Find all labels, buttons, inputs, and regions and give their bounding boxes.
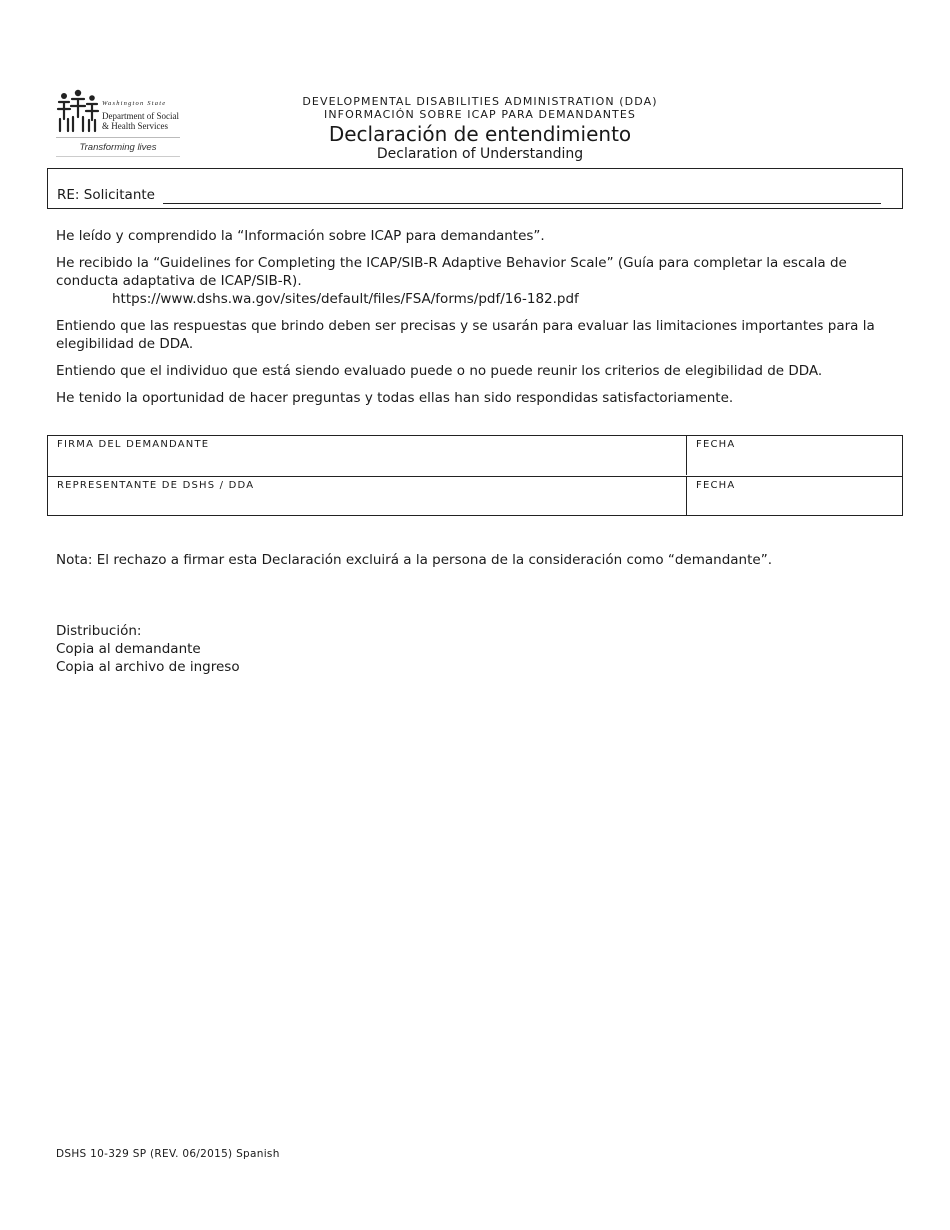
representative-signature-field[interactable] <box>48 477 687 516</box>
page-title: Declaración de entendimiento <box>328 122 632 146</box>
distribution-title: Distribución: <box>56 623 142 639</box>
signature-row-representative <box>48 476 902 516</box>
distribution-item: Copia al archivo de ingreso <box>56 659 240 675</box>
logo-dept-line1: Department of Social <box>102 111 179 121</box>
representative-signature-label: REPRESENTANTE DE DSHS / DDA <box>57 480 255 491</box>
dshs-logo <box>56 89 180 159</box>
claimant-signature-field[interactable] <box>48 436 687 475</box>
applicant-label: RE: Solicitante <box>57 187 155 203</box>
signature-table <box>47 435 903 516</box>
header-agency: DEVELOPMENTAL DISABILITIES ADMINISTRATION (DDA) <box>302 95 658 108</box>
statement-5: He tenido la oportunidad de hacer preguntas y todas ellas han sido respondidas satisfactoriamente. <box>56 390 734 406</box>
form-header <box>200 95 760 162</box>
logo-dept-line2: & Health Services <box>102 121 168 131</box>
statement-1: He leído y comprendido la “Información sobre ICAP para demandantes”. <box>56 228 545 244</box>
signature-row-claimant <box>48 436 902 475</box>
distribution-block <box>56 622 906 676</box>
refusal-note: Nota: El rechazo a firmar esta Declaración excluirá a la persona de la consideración como “demandante”. <box>56 552 773 568</box>
claimant-signature-label: FIRMA DEL DEMANDANTE <box>57 439 210 450</box>
statement-2-text: He recibido la “Guidelines for Completing the ICAP/SIB-R Adaptive Behavior Scale” (Guía para completar la escala de conducta adaptativa de ICAP/SIB-R). <box>56 255 847 289</box>
claimant-date-label: FECHA <box>696 439 736 450</box>
family-figures-icon <box>56 89 100 135</box>
applicant-field[interactable] <box>163 203 881 204</box>
page-subtitle: Declaration of Understanding <box>376 146 584 162</box>
header-program: INFORMACIÓN SOBRE ICAP PARA DEMANDANTES <box>323 108 636 121</box>
claimant-date-field[interactable] <box>687 436 902 475</box>
logo-state: Washington State <box>102 100 167 107</box>
statement-3: Entiendo que las respuestas que brindo deben ser precisas y se usarán para evaluar las limitaciones importantes para la elegibilidad de DDA. <box>56 318 875 352</box>
guidelines-link[interactable]: https://www.dshs.wa.gov/sites/default/files/FSA/forms/pdf/16-182.pdf <box>112 291 579 307</box>
representative-date-field[interactable] <box>687 477 902 516</box>
distribution-item: Copia al demandante <box>56 641 201 657</box>
form-number: DSHS 10-329 SP (REV. 06/2015) Spanish <box>56 1148 280 1160</box>
statement-2 <box>56 254 906 308</box>
logo-wordmark <box>102 99 179 131</box>
statement-4: Entiendo que el individuo que está siendo evaluado puede o no puede reunir los criterios de elegibilidad de DDA. <box>56 363 823 379</box>
representative-date-label: FECHA <box>696 480 736 491</box>
logo-divider <box>56 137 180 138</box>
applicant-box <box>47 168 903 209</box>
logo-divider-bottom <box>56 156 180 157</box>
logo-tagline: Transforming lives <box>79 142 157 153</box>
